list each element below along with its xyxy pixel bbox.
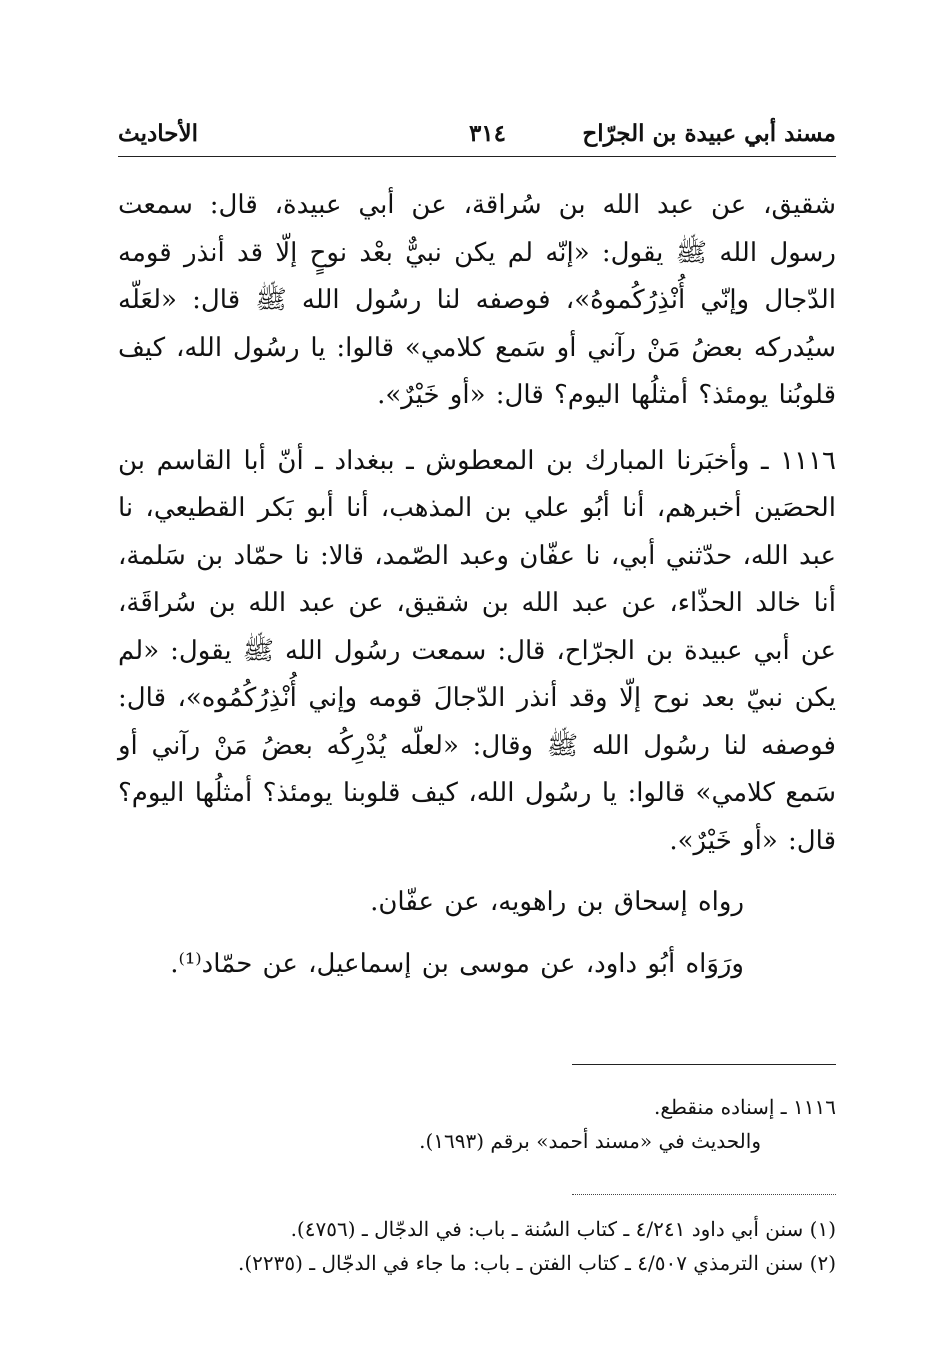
page-number: ٣١٤ <box>468 120 506 147</box>
note-line: ١١١٦ ـ إسناده منقطع. <box>653 1095 836 1119</box>
notes-rule <box>572 1064 836 1065</box>
footnote-1: (١) سنن أبي داود ٤/٢٤١ ـ كتاب السُنة ـ باب: في الدجّال ـ (٤٧٥٦). <box>290 1217 836 1241</box>
header-book-title: مسند أبي عبيدة بن الجرّاح <box>582 120 836 147</box>
note-line: والحديث في «مسند أحمد» برقم (١٦٩٣). <box>419 1129 761 1153</box>
footnote-2: (٢) سنن الترمذي ٤/٥٠٧ ـ كتاب الفتن ـ باب: ما جاء في الدجّال ـ (٢٢٣٥). <box>238 1251 836 1275</box>
paragraph-narration-ishaq: رواه إسحاق بن راهويه، عن عفّان. <box>370 887 744 917</box>
header-rule <box>118 156 836 157</box>
paragraph-hadith-1116: ١١١٦ ـ وأخبَرنا المبارك بن المعطوش ـ ببغداد ـ أنّ أبا القاسم بن الحصَين أخبرهم، أنا أبُو علي بن المذهب، أنا أبو بَكر القطيعي، نا عبد الله، حدّثني أبي، نا عفّان وعبد الصّمد، قالا: نا حمّاد بن سَلمة، أنا خالد الحذّاء، عن عبد الله بن شقيق، عن عبد الله بن سُراقَة، عن أبي عبيدة بن الجرّاح، قال: سمعت رسُول الله ﷺ يقول: «لم يكن نبيّ بعد نوح إلّا وقد أنذر الدّجالَ قومه وإني أُنْذِرُكُمُوه»، قال: فوصفه لنا رسُول الله ﷺ وقال: «لعلّه يُدْرِكُه بعضُ مَنْ رآني أو سَمع كلامي» قالوا: يا رسُول الله، كيف قلوبنا يومئذ؟ أمثلُها اليوم؟ قال: «أو خَيْرٌ». <box>118 445 836 856</box>
running-header <box>118 118 836 150</box>
footnotes <box>118 1212 836 1280</box>
paragraph-continuation: شقيق، عن عبد الله بن سُراقة، عن أبي عبيدة، قال: سمعت رسول الله ﷺ يقول: «إنّه لم يكن نبيٌّ بعْد نوحٍ إلّا قد أنذر قومه الدّجال وإنّي أُنْذِرُكُموهُ»، فوصفه لنا رسُول الله ﷺ قال: «لعَلّه سيُدركه بعضُ مَنْ رآني أو سَمع كلامي» قالوا: يا رسُول الله، كيف قلوبُنا يومئذ؟ أمثلُها اليوم؟ قال: «أو خَيْرٌ». <box>118 190 836 410</box>
header-section-title: الأحاديث <box>118 120 198 147</box>
editor-notes <box>118 1090 836 1158</box>
footnotes-dotted-rule <box>572 1194 836 1195</box>
paragraph-narration-abu-dawud: ورَوَاه أبُو داود، عن موسى بن إسماعيل، عن حمّاد⁽¹⁾. <box>170 948 744 979</box>
main-text <box>118 182 836 988</box>
